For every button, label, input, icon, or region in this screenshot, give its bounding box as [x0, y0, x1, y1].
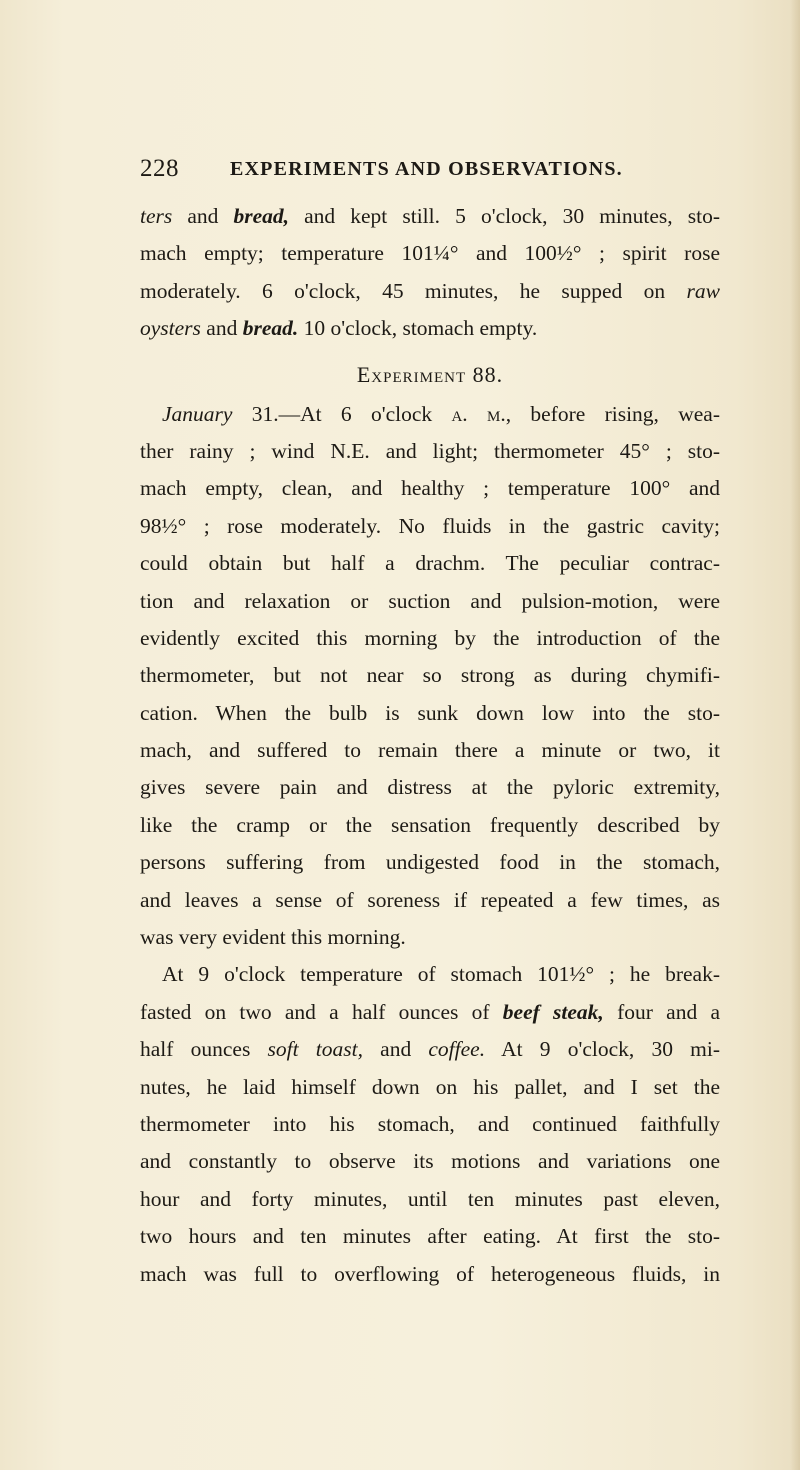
body-text: [140, 198, 720, 1293]
text-run: 10 o'clock, stomach empty.: [298, 316, 538, 341]
text-line: [140, 1031, 720, 1068]
text-run: and: [172, 204, 234, 228]
text-line: mach empty; temperature 101¼° and 100½° ; spirit rose: [140, 241, 720, 266]
italic-text: bread.: [242, 316, 299, 341]
text-line: [140, 198, 720, 235]
text-line: cation. When the bulb is sunk down low into the sto-: [140, 700, 720, 725]
italic-text: coffee.: [428, 1037, 486, 1062]
page-header: [140, 155, 740, 191]
text-line: and leaves a sense of soreness if repeated a few times, as: [140, 887, 720, 912]
text-line: persons suffering from undigested food in the stomach,: [140, 850, 720, 875]
text-line: ther rainy ; wind N.E. and light; thermometer 45° ; sto-: [140, 438, 720, 463]
italic-text: beef steak,: [502, 999, 604, 1024]
text-line: [140, 396, 720, 433]
italic-text: oysters: [140, 316, 201, 341]
text-line: At 9 o'clock temperature of stomach 101½° ; he break-: [162, 962, 720, 987]
italic-text: raw: [686, 278, 720, 303]
text-run: fasted on two and a half ounces of: [140, 999, 503, 1024]
text-line: mach empty, clean, and healthy ; temperature 100° and: [140, 476, 720, 501]
text-line: two hours and ten minutes after eating. At first the sto-: [140, 1224, 720, 1249]
text-line: mach, and suffered to remain there a minute or two, it: [140, 738, 720, 763]
text-run: half ounces: [140, 1037, 268, 1062]
text-line: nutes, he laid himself down on his pallet, and I set the: [140, 1074, 720, 1099]
text-line: gives severe pain and distress at the pyloric extremity,: [140, 775, 720, 800]
text-line: like the cramp or the sensation frequently described by: [140, 812, 720, 837]
text-run: and: [200, 316, 243, 341]
text-run: 31.—At 6 o'clock: [232, 401, 452, 426]
text-line: was very evident this morning.: [140, 925, 406, 950]
text-run: At 9 o'clock, 30 mi-: [485, 1037, 721, 1062]
text-run: four and a: [603, 999, 720, 1024]
running-head: EXPERIMENTS AND OBSERVATIONS.: [230, 158, 623, 180]
text-line: mach was full to overflowing of heterogeneous fluids, in: [140, 1261, 720, 1286]
text-line: thermometer, but not near so strong as during chymifi-: [140, 663, 720, 688]
text-line: could obtain but half a drachm. The peculiar contrac-: [140, 551, 720, 576]
text-line: hour and forty minutes, until ten minutes past eleven,: [140, 1186, 720, 1211]
text-line: 98½° ; rose moderately. No fluids in the gastric cavity;: [140, 513, 720, 538]
small-caps-text: a. m.,: [451, 401, 512, 426]
text-line: [140, 273, 720, 310]
text-line: tion and relaxation or suction and pulsion-motion, were: [140, 588, 720, 613]
text-run: and: [362, 1037, 429, 1062]
italic-text: January: [162, 401, 233, 426]
experiment-heading: Experiment 88.: [356, 361, 504, 387]
italic-text: ters: [140, 204, 173, 228]
text-line: thermometer into his stomach, and continued faithfully: [140, 1111, 720, 1136]
text-line: evidently excited this morning by the introduction of the: [140, 625, 720, 650]
italic-text: bread,: [233, 204, 290, 228]
text-line: [140, 310, 720, 347]
text-line: [140, 994, 720, 1031]
page-number: 228: [140, 155, 179, 182]
text-run: before rising, wea-: [511, 401, 721, 426]
text-run: moderately. 6 o'clock, 45 minutes, he supped on: [140, 278, 687, 303]
italic-text: soft toast,: [267, 1037, 363, 1062]
page-edge-shadow: [790, 0, 800, 1470]
text-run: and kept still. 5 o'clock, 30 minutes, sto-: [289, 204, 720, 228]
text-line: and constantly to observe its motions and variations one: [140, 1149, 720, 1174]
